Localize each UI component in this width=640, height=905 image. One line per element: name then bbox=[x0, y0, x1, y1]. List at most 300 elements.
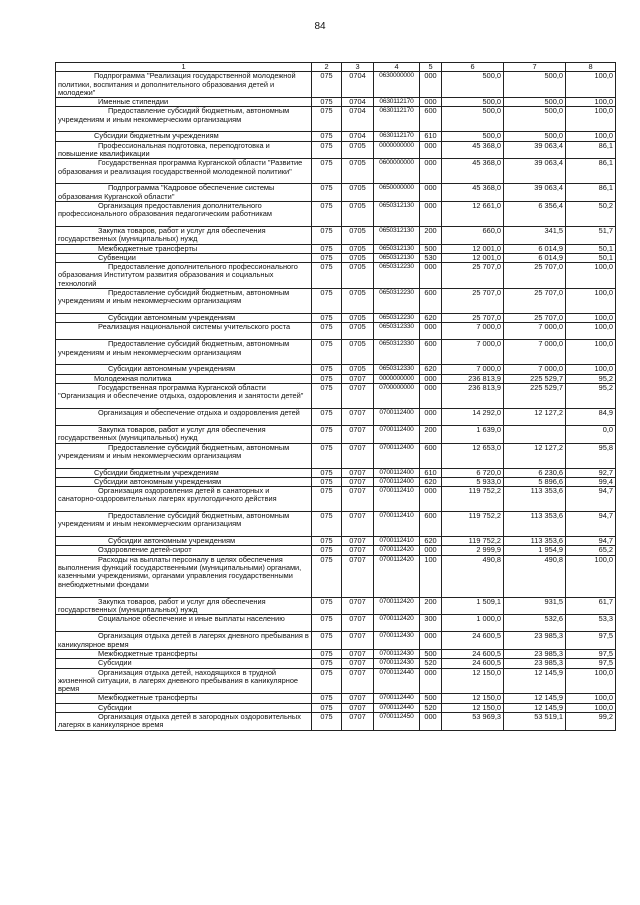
target-article-code: 0650312330 bbox=[374, 365, 420, 374]
planned-amount: 236 813,9 bbox=[442, 383, 504, 408]
row-name: Расходы на выплаты персоналу в целях обеспечения выполнения функций государственными (муниципальными) органами, казенными учреждениями, органами управления государственными внебюджетными фондами bbox=[56, 555, 312, 597]
ministry-code: 075 bbox=[312, 314, 342, 323]
section-code: 0705 bbox=[342, 340, 374, 365]
target-article-code: 0650312230 bbox=[374, 314, 420, 323]
ministry-code: 075 bbox=[312, 323, 342, 340]
executed-amount: 500,0 bbox=[504, 72, 566, 98]
execution-percent: 97,5 bbox=[566, 632, 616, 650]
target-article-code: 0700112420 bbox=[374, 615, 420, 632]
column-header-4: 4 bbox=[374, 63, 420, 72]
planned-amount: 12 150,0 bbox=[442, 668, 504, 694]
ministry-code: 075 bbox=[312, 712, 342, 730]
target-article-code: 0700112410 bbox=[374, 487, 420, 512]
expense-type-code: 620 bbox=[420, 477, 442, 486]
row-name: Субсидии автономным учреждениям bbox=[56, 537, 312, 546]
section-code: 0704 bbox=[342, 98, 374, 107]
execution-percent: 100,0 bbox=[566, 555, 616, 597]
column-header-3: 3 bbox=[342, 63, 374, 72]
target-article-code: 0650312130 bbox=[374, 253, 420, 262]
execution-percent: 92,7 bbox=[566, 468, 616, 477]
executed-amount: 12 145,9 bbox=[504, 694, 566, 703]
ministry-code: 075 bbox=[312, 263, 342, 289]
planned-amount: 7 000,0 bbox=[442, 323, 504, 340]
table-row bbox=[56, 201, 616, 226]
section-code: 0707 bbox=[342, 383, 374, 408]
ministry-code: 075 bbox=[312, 340, 342, 365]
executed-amount: 25 707,0 bbox=[504, 314, 566, 323]
section-code: 0705 bbox=[342, 365, 374, 374]
ministry-code: 075 bbox=[312, 615, 342, 632]
ministry-code: 075 bbox=[312, 289, 342, 314]
page-number: 84 bbox=[314, 21, 326, 32]
column-header-6: 6 bbox=[442, 63, 504, 72]
planned-amount: 1 639,0 bbox=[442, 425, 504, 443]
section-code: 0705 bbox=[342, 184, 374, 202]
target-article-code: 0700112440 bbox=[374, 668, 420, 694]
target-article-code: 0700112400 bbox=[374, 443, 420, 468]
section-code: 0707 bbox=[342, 615, 374, 632]
ministry-code: 075 bbox=[312, 487, 342, 512]
executed-amount: 113 353,6 bbox=[504, 512, 566, 537]
target-article-code: 0700112450 bbox=[374, 712, 420, 730]
execution-percent: 100,0 bbox=[566, 107, 616, 132]
ministry-code: 075 bbox=[312, 374, 342, 383]
table-row bbox=[56, 668, 616, 694]
section-code: 0707 bbox=[342, 632, 374, 650]
table-row bbox=[56, 468, 616, 477]
execution-percent: 95,8 bbox=[566, 443, 616, 468]
ministry-code: 075 bbox=[312, 659, 342, 668]
row-name: Именные стипендии bbox=[56, 98, 312, 107]
ministry-code: 075 bbox=[312, 477, 342, 486]
section-code: 0707 bbox=[342, 425, 374, 443]
ministry-code: 075 bbox=[312, 201, 342, 226]
target-article-code: 0630112170 bbox=[374, 132, 420, 141]
planned-amount: 12 001,0 bbox=[442, 253, 504, 262]
row-name: Социальное обеспечение и иные выплаты населению bbox=[56, 615, 312, 632]
table-row bbox=[56, 555, 616, 597]
execution-percent: 100,0 bbox=[566, 365, 616, 374]
execution-percent: 100,0 bbox=[566, 98, 616, 107]
row-name: Субсидии автономным учреждениям bbox=[56, 314, 312, 323]
row-name: Субсидии бюджетным учреждениям bbox=[56, 132, 312, 141]
executed-amount: 6 014,9 bbox=[504, 253, 566, 262]
target-article-code: 0650312330 bbox=[374, 340, 420, 365]
expense-type-code: 600 bbox=[420, 512, 442, 537]
target-article-code: 0650312230 bbox=[374, 263, 420, 289]
row-name: Государственная программа Курганской области "Организация и обеспечение отдыха, оздоровления и занятости детей" bbox=[56, 383, 312, 408]
expense-type-code: 600 bbox=[420, 443, 442, 468]
planned-amount: 14 292,0 bbox=[442, 408, 504, 425]
executed-amount: 341,5 bbox=[504, 226, 566, 244]
section-code: 0705 bbox=[342, 141, 374, 159]
planned-amount: 119 752,2 bbox=[442, 487, 504, 512]
table-row bbox=[56, 340, 616, 365]
ministry-code: 075 bbox=[312, 443, 342, 468]
expense-type-code: 500 bbox=[420, 694, 442, 703]
planned-amount: 1 509,1 bbox=[442, 597, 504, 615]
target-article-code: 0700112430 bbox=[374, 659, 420, 668]
executed-amount: 7 000,0 bbox=[504, 340, 566, 365]
ministry-code: 075 bbox=[312, 159, 342, 184]
target-article-code: 0600000000 bbox=[374, 159, 420, 184]
table-row bbox=[56, 659, 616, 668]
expense-type-code: 600 bbox=[420, 107, 442, 132]
executed-amount: 490,8 bbox=[504, 555, 566, 597]
expense-type-code: 600 bbox=[420, 340, 442, 365]
execution-percent: 53,3 bbox=[566, 615, 616, 632]
row-name: Предоставление субсидий бюджетным, автономным учреждениям и иным некоммерческим организациям bbox=[56, 289, 312, 314]
table-row bbox=[56, 694, 616, 703]
target-article-code: 0650312330 bbox=[374, 323, 420, 340]
column-header-1: 1 bbox=[56, 63, 312, 72]
table-row bbox=[56, 425, 616, 443]
header-row bbox=[56, 63, 616, 72]
ministry-code: 075 bbox=[312, 184, 342, 202]
table-row bbox=[56, 98, 616, 107]
ministry-code: 075 bbox=[312, 694, 342, 703]
section-code: 0704 bbox=[342, 107, 374, 132]
ministry-code: 075 bbox=[312, 132, 342, 141]
section-code: 0707 bbox=[342, 597, 374, 615]
planned-amount: 2 999,9 bbox=[442, 546, 504, 555]
planned-amount: 24 600,5 bbox=[442, 649, 504, 658]
row-name: Предоставление субсидий бюджетным, автономным учреждениям и иным некоммерческим организациям bbox=[56, 340, 312, 365]
expense-type-code: 000 bbox=[420, 263, 442, 289]
table-row bbox=[56, 323, 616, 340]
execution-percent: 50,2 bbox=[566, 201, 616, 226]
table-row bbox=[56, 289, 616, 314]
execution-percent: 61,7 bbox=[566, 597, 616, 615]
target-article-code: 0630000000 bbox=[374, 72, 420, 98]
ministry-code: 075 bbox=[312, 597, 342, 615]
section-code: 0705 bbox=[342, 263, 374, 289]
executed-amount: 12 145,9 bbox=[504, 703, 566, 712]
expense-type-code: 000 bbox=[420, 487, 442, 512]
row-name: Субсидии автономным учреждениям bbox=[56, 477, 312, 486]
row-name: Предоставление субсидий бюджетным, автономным учреждениям и иным некоммерческим организациям bbox=[56, 443, 312, 468]
expense-type-code: 610 bbox=[420, 132, 442, 141]
column-header-5: 5 bbox=[420, 63, 442, 72]
table-row bbox=[56, 383, 616, 408]
execution-percent: 100,0 bbox=[566, 323, 616, 340]
expense-type-code: 000 bbox=[420, 546, 442, 555]
target-article-code: 0700112440 bbox=[374, 694, 420, 703]
planned-amount: 500,0 bbox=[442, 98, 504, 107]
expense-type-code: 000 bbox=[420, 383, 442, 408]
table-row bbox=[56, 374, 616, 383]
table-row bbox=[56, 159, 616, 184]
execution-percent: 50,1 bbox=[566, 244, 616, 253]
expense-type-code: 200 bbox=[420, 226, 442, 244]
table-row bbox=[56, 244, 616, 253]
executed-amount: 6 014,9 bbox=[504, 244, 566, 253]
execution-percent: 86,1 bbox=[566, 141, 616, 159]
expense-type-code: 000 bbox=[420, 374, 442, 383]
row-name: Организация оздоровления детей в санаторных и санаторно-оздоровительных лагерях круглогодичного действия bbox=[56, 487, 312, 512]
target-article-code: 0700112420 bbox=[374, 546, 420, 555]
section-code: 0707 bbox=[342, 712, 374, 730]
executed-amount: 5 896,6 bbox=[504, 477, 566, 486]
section-code: 0707 bbox=[342, 703, 374, 712]
table-body bbox=[56, 72, 616, 730]
row-name: Субвенции bbox=[56, 253, 312, 262]
section-code: 0707 bbox=[342, 443, 374, 468]
section-code: 0707 bbox=[342, 408, 374, 425]
section-code: 0707 bbox=[342, 546, 374, 555]
column-header-2: 2 bbox=[312, 63, 342, 72]
ministry-code: 075 bbox=[312, 408, 342, 425]
executed-amount: 1 954,9 bbox=[504, 546, 566, 555]
section-code: 0705 bbox=[342, 244, 374, 253]
row-name: Предоставление субсидий бюджетным, автономным учреждениям и иным некоммерческим организациям bbox=[56, 107, 312, 132]
row-name: Оздоровление детей-сирот bbox=[56, 546, 312, 555]
expense-type-code: 000 bbox=[420, 668, 442, 694]
target-article-code: 0700112410 bbox=[374, 512, 420, 537]
table-row bbox=[56, 408, 616, 425]
target-article-code: 0700112420 bbox=[374, 555, 420, 597]
executed-amount: 225 529,7 bbox=[504, 374, 566, 383]
executed-amount: 225 529,7 bbox=[504, 383, 566, 408]
planned-amount: 25 707,0 bbox=[442, 289, 504, 314]
planned-amount: 25 707,0 bbox=[442, 263, 504, 289]
executed-amount: 12 145,9 bbox=[504, 668, 566, 694]
execution-percent: 51,7 bbox=[566, 226, 616, 244]
executed-amount: 7 000,0 bbox=[504, 323, 566, 340]
ministry-code: 075 bbox=[312, 546, 342, 555]
row-name: Межбюджетные трансферты bbox=[56, 694, 312, 703]
planned-amount: 5 933,0 bbox=[442, 477, 504, 486]
table-row bbox=[56, 487, 616, 512]
execution-percent: 84,9 bbox=[566, 408, 616, 425]
target-article-code: 0700112430 bbox=[374, 632, 420, 650]
row-name: Предоставление субсидий бюджетным, автономным учреждениям и иным некоммерческим организациям bbox=[56, 512, 312, 537]
target-article-code: 0650312130 bbox=[374, 201, 420, 226]
execution-percent: 99,2 bbox=[566, 712, 616, 730]
row-name: Подпрограмма "Реализация государственной молодежной политики, воспитания и дополнительного образования детей и молодежи" bbox=[56, 72, 312, 98]
row-name: Закупка товаров, работ и услуг для обеспечения государственных (муниципальных) нужд bbox=[56, 226, 312, 244]
execution-percent: 0,0 bbox=[566, 425, 616, 443]
expense-type-code: 620 bbox=[420, 314, 442, 323]
ministry-code: 075 bbox=[312, 555, 342, 597]
execution-percent: 65,2 bbox=[566, 546, 616, 555]
table-row bbox=[56, 226, 616, 244]
section-code: 0707 bbox=[342, 537, 374, 546]
target-article-code: 0700112400 bbox=[374, 477, 420, 486]
planned-amount: 500,0 bbox=[442, 107, 504, 132]
execution-percent: 99,4 bbox=[566, 477, 616, 486]
target-article-code: 0700112410 bbox=[374, 537, 420, 546]
section-code: 0704 bbox=[342, 132, 374, 141]
planned-amount: 24 600,5 bbox=[442, 659, 504, 668]
ministry-code: 075 bbox=[312, 253, 342, 262]
executed-amount: 23 985,3 bbox=[504, 659, 566, 668]
execution-percent: 100,0 bbox=[566, 289, 616, 314]
target-article-code: 0000000000 bbox=[374, 374, 420, 383]
section-code: 0705 bbox=[342, 201, 374, 226]
ministry-code: 075 bbox=[312, 703, 342, 712]
target-article-code: 0700112420 bbox=[374, 597, 420, 615]
ministry-code: 075 bbox=[312, 468, 342, 477]
planned-amount: 45 368,0 bbox=[442, 184, 504, 202]
expense-type-code: 000 bbox=[420, 98, 442, 107]
target-article-code: 0650312130 bbox=[374, 244, 420, 253]
planned-amount: 1 000,0 bbox=[442, 615, 504, 632]
row-name: Субсидии bbox=[56, 703, 312, 712]
expense-type-code: 300 bbox=[420, 615, 442, 632]
planned-amount: 7 000,0 bbox=[442, 365, 504, 374]
section-code: 0705 bbox=[342, 323, 374, 340]
planned-amount: 12 150,0 bbox=[442, 694, 504, 703]
expense-type-code: 200 bbox=[420, 425, 442, 443]
executed-amount: 39 063,4 bbox=[504, 184, 566, 202]
table-row bbox=[56, 132, 616, 141]
target-article-code: 0650000000 bbox=[374, 184, 420, 202]
column-header-7: 7 bbox=[504, 63, 566, 72]
table-row bbox=[56, 649, 616, 658]
target-article-code: 0000000000 bbox=[374, 141, 420, 159]
executed-amount: 7 000,0 bbox=[504, 365, 566, 374]
expense-type-code: 520 bbox=[420, 659, 442, 668]
expense-type-code: 000 bbox=[420, 159, 442, 184]
planned-amount: 25 707,0 bbox=[442, 314, 504, 323]
section-code: 0707 bbox=[342, 659, 374, 668]
row-name: Межбюджетные трансферты bbox=[56, 649, 312, 658]
table-row bbox=[56, 253, 616, 262]
table-row bbox=[56, 537, 616, 546]
execution-percent: 100,0 bbox=[566, 340, 616, 365]
target-article-code: 0700000000 bbox=[374, 383, 420, 408]
section-code: 0705 bbox=[342, 226, 374, 244]
expense-type-code: 000 bbox=[420, 141, 442, 159]
row-name: Организация отдыха детей, находящихся в трудной жизненной ситуации, в лагерях дневного пребывания в каникулярное время bbox=[56, 668, 312, 694]
expense-type-code: 000 bbox=[420, 323, 442, 340]
planned-amount: 24 600,5 bbox=[442, 632, 504, 650]
executed-amount: 12 127,2 bbox=[504, 408, 566, 425]
section-code: 0707 bbox=[342, 668, 374, 694]
execution-percent: 100,0 bbox=[566, 72, 616, 98]
section-code: 0707 bbox=[342, 694, 374, 703]
table-row bbox=[56, 443, 616, 468]
row-name: Предоставление дополнительного профессионального образования Институтом развития образования и социальных технологий bbox=[56, 263, 312, 289]
execution-percent: 95,2 bbox=[566, 383, 616, 408]
execution-percent: 100,0 bbox=[566, 263, 616, 289]
executed-amount: 12 127,2 bbox=[504, 443, 566, 468]
table-row bbox=[56, 512, 616, 537]
execution-percent: 94,7 bbox=[566, 512, 616, 537]
row-name: Организация и обеспечение отдыха и оздоровления детей bbox=[56, 408, 312, 425]
ministry-code: 075 bbox=[312, 107, 342, 132]
target-article-code: 0630112170 bbox=[374, 107, 420, 132]
planned-amount: 53 969,3 bbox=[442, 712, 504, 730]
section-code: 0704 bbox=[342, 72, 374, 98]
execution-percent: 86,1 bbox=[566, 184, 616, 202]
execution-percent: 97,5 bbox=[566, 659, 616, 668]
table-row bbox=[56, 263, 616, 289]
target-article-code: 0700112400 bbox=[374, 468, 420, 477]
execution-percent: 50,1 bbox=[566, 253, 616, 262]
target-article-code: 0650312230 bbox=[374, 289, 420, 314]
executed-amount: 23 985,3 bbox=[504, 649, 566, 658]
execution-percent: 97,5 bbox=[566, 649, 616, 658]
table-row bbox=[56, 365, 616, 374]
execution-percent: 86,1 bbox=[566, 159, 616, 184]
planned-amount: 45 368,0 bbox=[442, 159, 504, 184]
column-header-8: 8 bbox=[566, 63, 616, 72]
expense-type-code: 500 bbox=[420, 649, 442, 658]
expense-type-code: 000 bbox=[420, 72, 442, 98]
budget-table bbox=[55, 62, 616, 731]
row-name: Субсидии автономным учреждениям bbox=[56, 365, 312, 374]
ministry-code: 075 bbox=[312, 365, 342, 374]
target-article-code: 0700112400 bbox=[374, 425, 420, 443]
executed-amount: 23 985,3 bbox=[504, 632, 566, 650]
expense-type-code: 100 bbox=[420, 555, 442, 597]
row-name: Закупка товаров, работ и услуг для обеспечения государственных (муниципальных) нужд bbox=[56, 597, 312, 615]
row-name: Государственная программа Курганской области "Развитие образования и реализация государственной молодежной политики" bbox=[56, 159, 312, 184]
ministry-code: 075 bbox=[312, 226, 342, 244]
table-row bbox=[56, 477, 616, 486]
row-name: Закупка товаров, работ и услуг для обеспечения государственных (муниципальных) нужд bbox=[56, 425, 312, 443]
planned-amount: 119 752,2 bbox=[442, 512, 504, 537]
target-article-code: 0630112170 bbox=[374, 98, 420, 107]
planned-amount: 500,0 bbox=[442, 132, 504, 141]
ministry-code: 075 bbox=[312, 141, 342, 159]
section-code: 0707 bbox=[342, 468, 374, 477]
table-row bbox=[56, 597, 616, 615]
row-name: Профессиональная подготовка, переподготовка и повышение квалификации bbox=[56, 141, 312, 159]
row-name: Подпрограмма "Кадровое обеспечение системы образования Курганской области" bbox=[56, 184, 312, 202]
expense-type-code: 000 bbox=[420, 201, 442, 226]
ministry-code: 075 bbox=[312, 383, 342, 408]
executed-amount: 6 230,6 bbox=[504, 468, 566, 477]
table-row bbox=[56, 107, 616, 132]
row-name: Реализация национальной системы учительского роста bbox=[56, 323, 312, 340]
planned-amount: 119 752,2 bbox=[442, 537, 504, 546]
expense-type-code: 000 bbox=[420, 184, 442, 202]
executed-amount: 6 356,4 bbox=[504, 201, 566, 226]
section-code: 0705 bbox=[342, 289, 374, 314]
table-row bbox=[56, 712, 616, 730]
planned-amount: 45 368,0 bbox=[442, 141, 504, 159]
target-article-code: 0700112400 bbox=[374, 408, 420, 425]
execution-percent: 100,0 bbox=[566, 132, 616, 141]
expense-type-code: 620 bbox=[420, 537, 442, 546]
row-name: Субсидии bbox=[56, 659, 312, 668]
expense-type-code: 000 bbox=[420, 408, 442, 425]
row-name: Организация предоставления дополнительного профессионального образования педагогическим работникам bbox=[56, 201, 312, 226]
executed-amount bbox=[504, 425, 566, 443]
section-code: 0707 bbox=[342, 512, 374, 537]
row-name: Субсидии бюджетным учреждениям bbox=[56, 468, 312, 477]
table-row bbox=[56, 703, 616, 712]
ministry-code: 075 bbox=[312, 649, 342, 658]
expense-type-code: 620 bbox=[420, 365, 442, 374]
table-row bbox=[56, 615, 616, 632]
execution-percent: 94,7 bbox=[566, 487, 616, 512]
row-name: Молодежная политика bbox=[56, 374, 312, 383]
executed-amount: 500,0 bbox=[504, 107, 566, 132]
executed-amount: 25 707,0 bbox=[504, 289, 566, 314]
execution-percent: 100,0 bbox=[566, 668, 616, 694]
execution-percent: 94,7 bbox=[566, 537, 616, 546]
executed-amount: 39 063,4 bbox=[504, 159, 566, 184]
planned-amount: 7 000,0 bbox=[442, 340, 504, 365]
target-article-code: 0700112440 bbox=[374, 703, 420, 712]
table-row bbox=[56, 184, 616, 202]
table-row bbox=[56, 72, 616, 98]
table-row bbox=[56, 632, 616, 650]
